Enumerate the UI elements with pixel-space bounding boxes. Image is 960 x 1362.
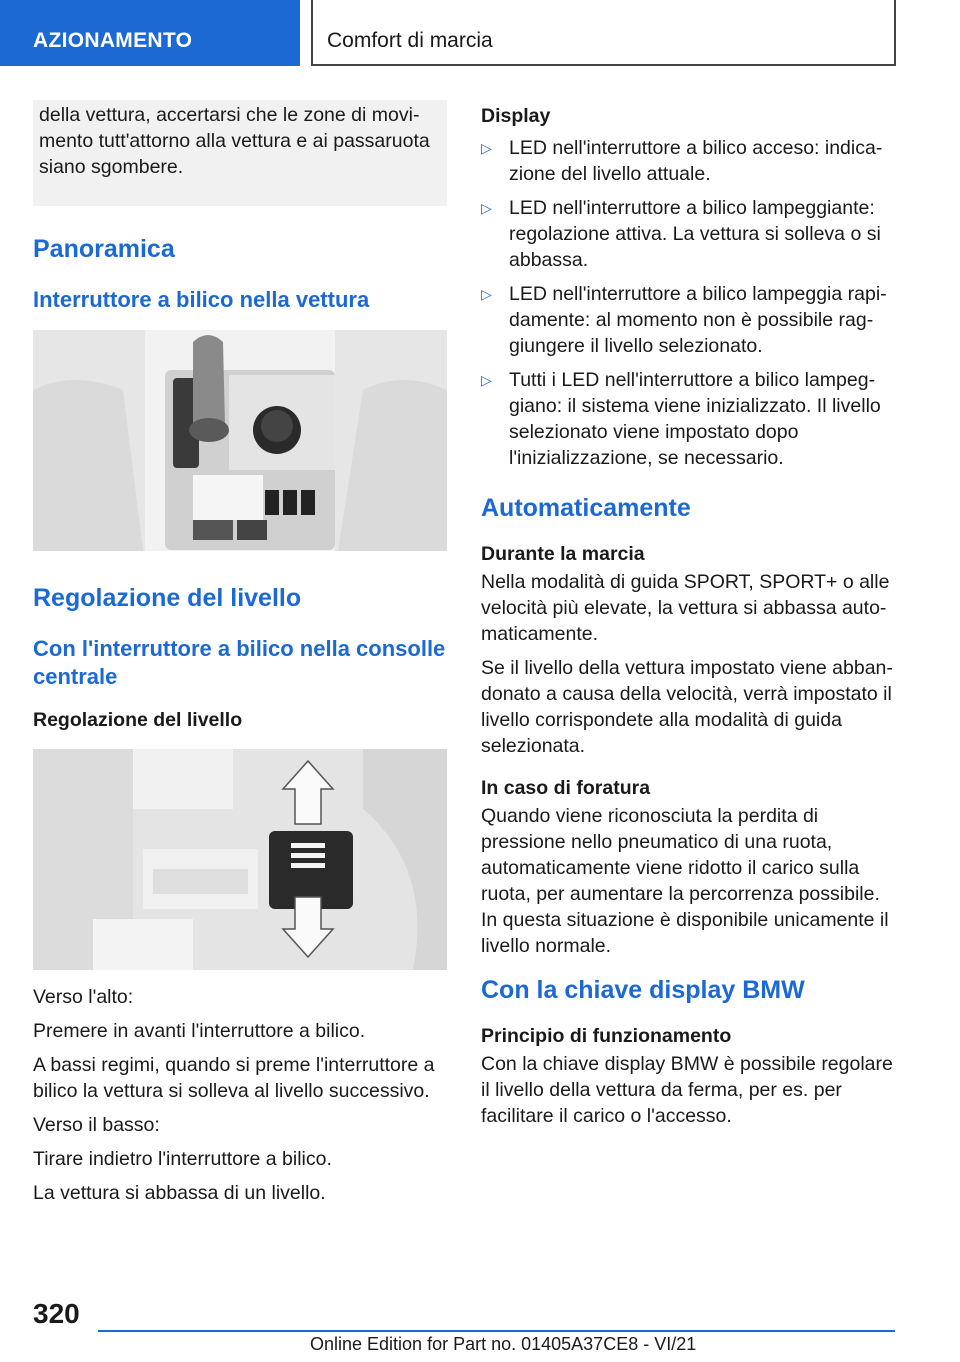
list-item [481,281,897,359]
rocker-switch-image [33,749,447,970]
page-header [0,0,960,66]
section-tab: AZIONAMENTO [0,0,300,66]
paragraph-verso-basso: Verso il basso: [33,1114,160,1136]
list-item [481,195,897,273]
heading-panoramica: Panoramica [33,235,175,263]
heading-con-interruttore: Con l'interruttore a bilico nella consolle centrale [33,636,446,689]
heading-interruttore-bilico: Interruttore a bilico nella vettura [33,287,370,312]
page-number: 320 [33,1298,80,1329]
paragraph-abbassa-livello: La vettura si abbassa di un livello. [33,1182,326,1204]
footer-divider [98,1330,895,1332]
heading-regolazione-livello: Regolazione del livello [33,584,302,612]
paragraph-principio: Con la chiave display BMW è possibile regolare il livello della vettura da ferma, per es. per facilitare il carico o l'accesso. [481,1053,893,1127]
footer-edition: Online Edition for Part no. 01405A37CE8 - VI/21 [310,1334,697,1354]
triangle-bullet-icon: ▷ [481,200,492,216]
triangle-bullet-icon: ▷ [481,372,492,388]
right-column [481,103,897,1137]
paragraph-premere-avanti: Premere in avanti l'interruttore a bilico. [33,1020,366,1042]
subheading-durante-marcia: Durante la marcia [481,543,645,565]
chapter-tab: Comfort di marcia [311,0,896,66]
display-bullet-list [481,135,897,471]
center-console-illustration [33,330,447,551]
list-item-text: LED nell'interruttore a bilico acceso: indicazione del livello attuale. [509,137,883,185]
list-item-text: LED nell'interruttore a bilico lampeggiante: regolazione attiva. La vettura si solleva o si abbassa. [509,197,881,271]
left-column [33,100,447,1214]
paragraph-tirare-indietro: Tirare indietro l'interruttore a bilico. [33,1148,332,1170]
paragraph-verso-alto: Verso l'alto: [33,986,134,1008]
triangle-bullet-icon: ▷ [481,286,492,302]
subheading-regolazione-livello: Regolazione del livello [33,709,243,731]
subheading-foratura: In caso di foratura [481,777,651,799]
list-item-text: LED nell'interruttore a bilico lampeggia rapidamente: al momento non è possibile raggiungere il livello selezionato. [509,283,887,357]
subheading-display: Display [481,105,551,127]
rocker-switch-illustration [33,749,447,970]
list-item [481,135,897,187]
warning-text: della vettura, accertarsi che le zone di movimento tutt'attorno alla vettura e ai passaruota siano sgombere. [39,104,430,178]
center-console-image [33,330,447,551]
heading-chiave-display: Con la chiave display BMW [481,976,805,1004]
paragraph-modalita-sport: Nella modalità di guida SPORT, SPORT+ o alle velocità più elevate, la vettura si abbassa automaticamente. [481,571,890,645]
triangle-bullet-icon: ▷ [481,140,492,156]
subheading-principio: Principio di funzionamento [481,1025,732,1047]
heading-automaticamente: Automaticamente [481,494,691,522]
paragraph-bassi-regimi: A bassi regimi, quando si preme l'interruttore a bilico la vettura si solleva al livello successivo. [33,1054,435,1102]
paragraph-livello-abbandonato: Se il livello della vettura impostato viene abbandonato a causa della velocità, verrà impostato il livello corrispondete alla modalità di guida selezionata. [481,657,893,757]
warning-box [33,100,447,206]
list-item [481,367,897,471]
list-item-text: Tutti i LED nell'interruttore a bilico lampeggiano: il sistema viene inizializzato. Il livello selezionato viene impostato dopo l'inizializzazione, se necessario. [509,369,881,469]
paragraph-foratura: Quando viene riconosciuta la perdita di pressione nello pneumatico di una ruota, automaticamente viene ridotto il carico sulla ruota, per aumentare la percorrenza possibile. In questa situazione è disponibile unicamente il livello normale. [481,805,889,957]
